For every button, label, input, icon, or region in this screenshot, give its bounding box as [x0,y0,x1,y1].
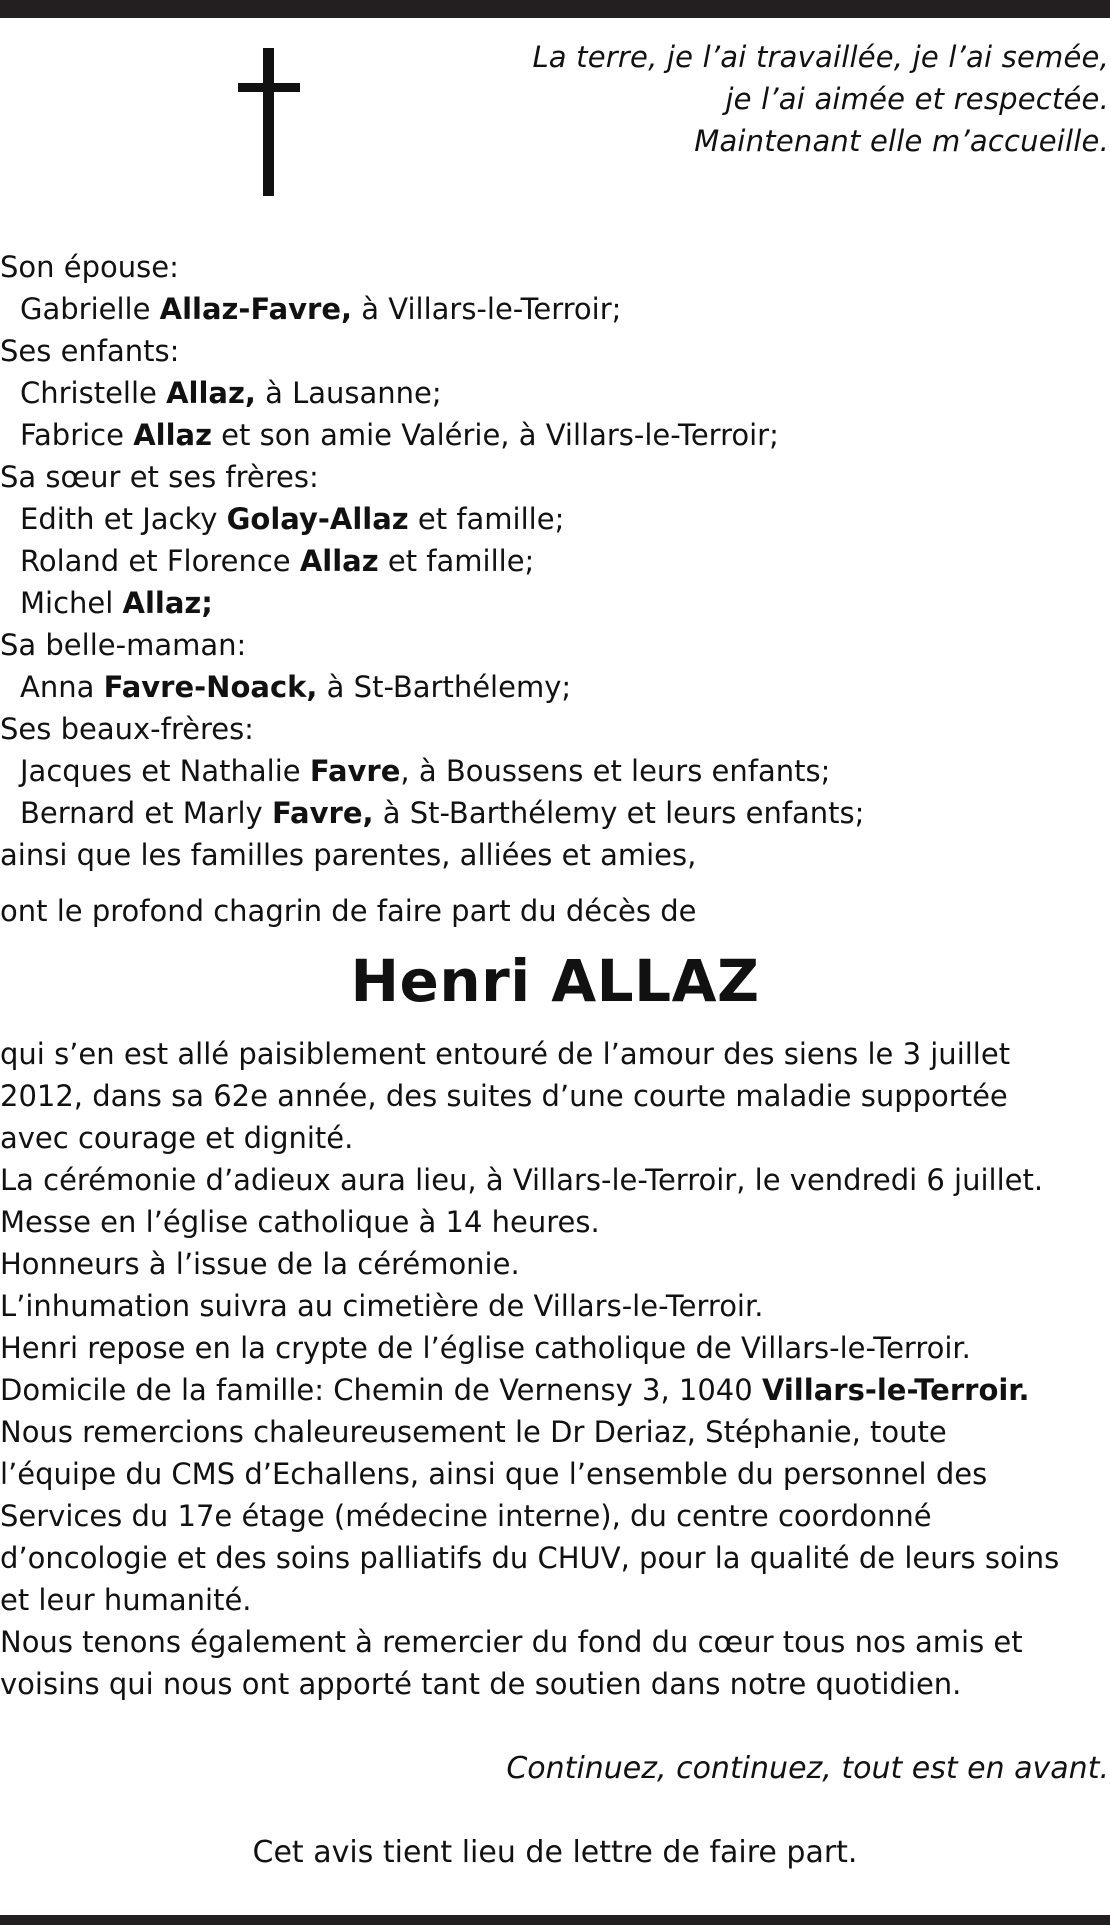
ceremony-line: La cérémonie d’adieux aura lieu, à Villars-le-Terroir, le vendredi 6 juillet. [0,1163,1044,1197]
thanks-line: Services du 17e étage (médecine interne), du centre coordonné [0,1499,932,1533]
poem-epigraph [469,36,1109,162]
family-surname: Favre, [271,796,374,830]
family-member: Gabrielle Allaz-Favre, à Villars-le-Terroir; [20,292,622,326]
rest-place-line: Henri repose en la crypte de l’église catholique de Villars-le-Terroir. [0,1331,971,1365]
extended-family-line: ainsi que les familles parentes, alliées et amies, [0,838,697,872]
body-line: 2012, dans sa 62e année, des suites d’une courte maladie supportée [0,1079,1008,1113]
family-member: Roland et Florence Allaz et famille; [20,544,535,578]
closing-quote: Continuez, continuez, tout est en avant. [506,1751,1109,1786]
mass-line: Messe en l’église catholique à 14 heures. [0,1205,600,1239]
deceased-name: Henri ALLAZ [350,947,760,1015]
family-surname: Allaz, [166,376,256,410]
address-town: Villars-le-Terroir. [761,1373,1030,1407]
family-member: Bernard et Marly Favre, à St-Barthélemy et leurs enfants; [20,796,865,830]
family-member: Fabrice Allaz et son amie Valérie, à Villars-le-Terroir; [20,418,779,452]
bottom-border-rule [0,1915,1110,1925]
family-address-line: Domicile de la famille: Chemin de Vernensy 3, 1040 Villars-le-Terroir. [0,1373,1030,1407]
burial-line: L’inhumation suivra au cimetière de Villars-le-Terroir. [0,1289,764,1323]
brothers-in-law-heading: Ses beaux-frères: [0,712,254,746]
body-line: qui s’en est allé paisiblement entouré de l’amour des siens le 3 juillet [0,1037,1011,1071]
honours-line: Honneurs à l’issue de la cérémonie. [0,1247,520,1281]
family-member: Christelle Allaz, à Lausanne; [20,376,442,410]
family-member: Jacques et Nathalie Favre, à Boussens et leurs enfants; [20,754,831,788]
notice-line: Cet avis tient lieu de lettre de faire part. [252,1835,858,1870]
family-surname: Allaz; [122,586,213,620]
family-surname: Allaz [133,418,212,452]
family-list [0,246,1110,876]
children-heading: Ses enfants: [0,334,180,368]
family-surname: Favre [309,754,401,788]
top-border-rule [0,0,1110,18]
cross-icon [238,48,300,196]
family-member: Anna Favre-Noack, à St-Barthélemy; [20,670,572,704]
family-surname: Favre-Noack, [103,670,318,704]
announcement-line: ont le profond chagrin de faire part du décès de [0,894,697,928]
family-surname: Allaz-Favre, [159,292,353,326]
poem-line: Maintenant elle m’accueille. [694,124,1109,158]
poem-line: je l’ai aimée et respectée. [725,82,1109,116]
family-member: Michel Allaz; [20,586,213,620]
siblings-heading: Sa sœur et ses frères: [0,460,319,494]
thanks-line: Nous tenons également à remercier du fond du cœur tous nos amis et [0,1625,1023,1659]
thanks-line: et leur humanité. [0,1583,252,1617]
thanks-line: d’oncologie et des soins palliatifs du CHUV, pour la qualité de leurs soins [0,1541,1060,1575]
family-surname: Allaz [299,544,379,578]
poem-line: La terre, je l’ai travaillée, je l’ai semée, [532,40,1109,74]
family-member: Edith et Jacky Golay-Allaz et famille; [20,502,565,536]
spouse-heading: Son épouse: [0,250,179,284]
family-surname: Golay-Allaz [226,502,409,536]
thanks-line: l’équipe du CMS d’Echallens, ainsi que l’ensemble du personnel des [0,1457,988,1491]
body-line: avec courage et dignité. [0,1121,354,1155]
thanks-line: voisins qui nous ont apporté tant de soutien dans notre quotidien. [0,1667,962,1701]
obituary-body [0,1033,1100,1705]
mother-in-law-heading: Sa belle-maman: [0,628,247,662]
thanks-line: Nous remercions chaleureusement le Dr Deriaz, Stéphanie, toute [0,1415,947,1449]
